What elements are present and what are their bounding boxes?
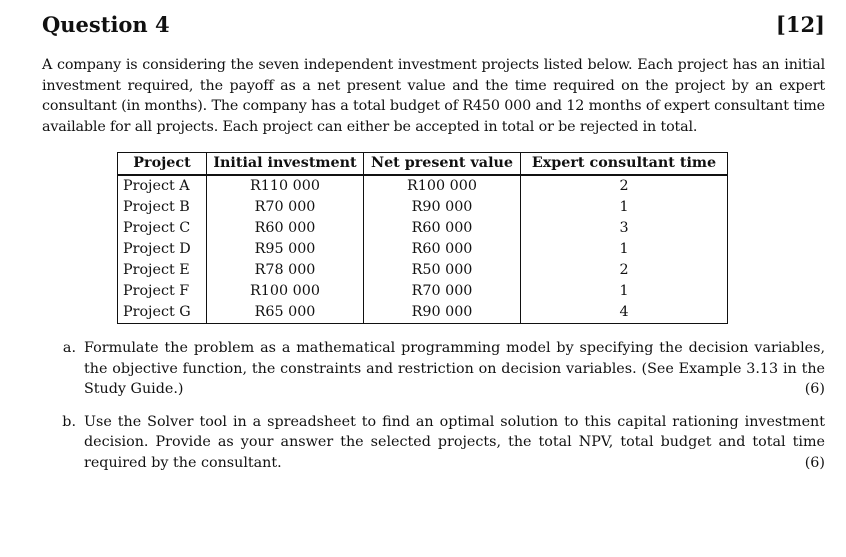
table-row <box>118 197 728 218</box>
cell-npv: R70 000 <box>364 281 521 302</box>
question-title: Question 4 <box>42 12 170 37</box>
cell-npv: R100 000 <box>364 175 521 197</box>
cell-time: 1 <box>521 239 728 260</box>
part-a-marks: (6) <box>804 381 825 397</box>
cell-time: 1 <box>521 281 728 302</box>
table-row <box>118 281 728 302</box>
table-row <box>118 239 728 260</box>
cell-project: Project C <box>118 218 207 239</box>
part-a <box>42 338 825 400</box>
cell-investment: R100 000 <box>207 281 364 302</box>
cell-npv: R60 000 <box>364 218 521 239</box>
question-parts <box>42 338 825 473</box>
part-b-text: Use the Solver tool in a spreadsheet to find an optimal solution to this capital rationing investment decision. Provide as your answer the selected projects, the total NPV, total budget and total time required by the consultant. <box>84 413 825 471</box>
part-b-label: b. <box>62 413 76 430</box>
cell-investment: R95 000 <box>207 239 364 260</box>
question-page <box>42 12 825 485</box>
cell-time: 1 <box>521 197 728 218</box>
question-intro: A company is considering the seven independent investment projects listed below. Each project has an initial investment required, the payoff as a net present value and the time required on the project by an expert consultant (in months). The company has a total budget of R450 000 and 12 months of expert consultant time available for all projects. Each project can either be accepted in total or be rejected in total. <box>42 57 825 135</box>
cell-investment: R60 000 <box>207 218 364 239</box>
table-row <box>118 218 728 239</box>
cell-project: Project G <box>118 302 207 324</box>
cell-project: Project E <box>118 260 207 281</box>
cell-investment: R78 000 <box>207 260 364 281</box>
cell-npv: R60 000 <box>364 239 521 260</box>
header-project: Project <box>118 153 207 176</box>
cell-investment: R65 000 <box>207 302 364 324</box>
cell-time: 2 <box>521 260 728 281</box>
question-marks: [12] <box>775 12 825 37</box>
cell-project: Project F <box>118 281 207 302</box>
cell-time: 2 <box>521 175 728 197</box>
cell-time: 3 <box>521 218 728 239</box>
cell-npv: R50 000 <box>364 260 521 281</box>
cell-project: Project A <box>118 175 207 197</box>
projects-table-wrapper <box>117 152 825 324</box>
part-b-marks: (6) <box>804 454 825 471</box>
cell-project: Project D <box>118 239 207 260</box>
cell-npv: R90 000 <box>364 197 521 218</box>
cell-time: 4 <box>521 302 728 324</box>
table-row <box>118 302 728 324</box>
cell-project: Project B <box>118 197 207 218</box>
header-initial-investment: Initial investment <box>207 153 364 176</box>
projects-table <box>117 152 728 324</box>
header-expert-consultant-time: Expert consultant time <box>521 153 728 176</box>
part-b <box>42 412 825 474</box>
table-header-row <box>118 153 728 176</box>
part-a-text: Formulate the problem as a mathematical programming model by specifying the decision variables, the objective function, the constraints and restriction on decision variables. (See Example 3.13 in the Study Guide.) <box>84 340 825 397</box>
table-row <box>118 260 728 281</box>
question-header <box>42 12 825 38</box>
cell-npv: R90 000 <box>364 302 521 324</box>
part-a-label: a. <box>62 340 76 356</box>
cell-investment: R70 000 <box>207 197 364 218</box>
cell-investment: R110 000 <box>207 175 364 197</box>
header-net-present-value: Net present value <box>364 153 521 176</box>
table-row <box>118 175 728 197</box>
